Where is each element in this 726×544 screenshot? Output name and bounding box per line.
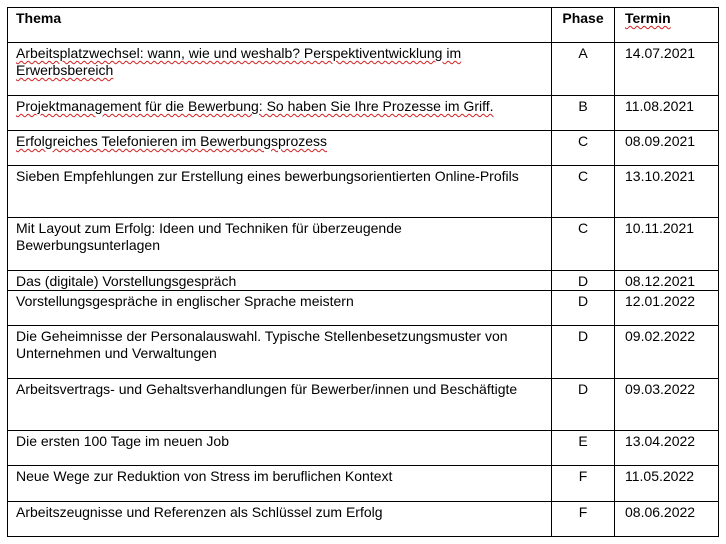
- cell-thema: Vorstellungsgespräche in englischer Sprache meistern: [8, 291, 552, 326]
- cell-termin: 12.01.2022: [615, 291, 719, 326]
- cell-termin: 13.10.2021: [615, 166, 719, 218]
- cell-termin: 08.06.2022: [615, 502, 719, 537]
- cell-thema: Arbeitsvertrags- und Gehaltsverhandlungen für Bewerber/innen und Beschäftigte: [8, 379, 552, 431]
- cell-phase: C: [552, 218, 615, 271]
- cell-termin: 10.11.2021: [615, 218, 719, 271]
- cell-phase: F: [552, 502, 615, 537]
- cell-termin: 14.07.2021: [615, 43, 719, 96]
- cell-phase: E: [552, 431, 615, 466]
- cell-termin: 09.03.2022: [615, 379, 719, 431]
- cell-thema: Projektmanagement für die Bewerbung: So haben Sie Ihre Prozesse im Griff.: [8, 96, 552, 131]
- cell-phase: D: [552, 326, 615, 379]
- cell-phase: D: [552, 291, 615, 326]
- header-phase: Phase: [552, 8, 615, 43]
- cell-thema: Mit Layout zum Erfolg: Ideen und Techniken für überzeugende Bewerbungsunterlagen: [8, 218, 552, 271]
- table-row: [8, 96, 719, 131]
- cell-thema: Die ersten 100 Tage im neuen Job: [8, 431, 552, 466]
- cell-termin: 08.09.2021: [615, 131, 719, 166]
- table-row: [8, 271, 719, 291]
- table-row: [8, 431, 719, 466]
- table-row: [8, 326, 719, 379]
- table-row: [8, 379, 719, 431]
- cell-phase: C: [552, 166, 615, 218]
- header-row: [8, 8, 719, 43]
- table-row: [8, 466, 719, 502]
- cell-thema: Erfolgreiches Telefonieren im Bewerbungsprozess: [8, 131, 552, 166]
- table-row: [8, 502, 719, 537]
- table-row: [8, 43, 719, 96]
- cell-thema: Neue Wege zur Reduktion von Stress im beruflichen Kontext: [8, 466, 552, 502]
- cell-phase: D: [552, 379, 615, 431]
- cell-termin: 11.05.2022: [615, 466, 719, 502]
- schedule-table: [7, 7, 719, 537]
- cell-termin: 11.08.2021: [615, 96, 719, 131]
- table-row: [8, 166, 719, 218]
- cell-phase: D: [552, 271, 615, 291]
- cell-thema: Arbeitszeugnisse und Referenzen als Schlüssel zum Erfolg: [8, 502, 552, 537]
- cell-phase: B: [552, 96, 615, 131]
- cell-thema: Die Geheimnisse der Personalauswahl. Typische Stellenbesetzungsmuster von Unternehmen und Verwaltungen: [8, 326, 552, 379]
- cell-termin: 08.12.2021: [615, 271, 719, 291]
- table-row: [8, 131, 719, 166]
- table-row: [8, 291, 719, 326]
- cell-thema: Arbeitsplatzwechsel: wann, wie und weshalb? Perspektiventwicklung im Erwerbsbereich: [8, 43, 552, 96]
- cell-termin: 13.04.2022: [615, 431, 719, 466]
- cell-phase: A: [552, 43, 615, 96]
- cell-thema: Das (digitale) Vorstellungsgespräch: [8, 271, 552, 291]
- cell-termin: 09.02.2022: [615, 326, 719, 379]
- cell-phase: F: [552, 466, 615, 502]
- header-termin: Termin: [615, 8, 719, 43]
- cell-phase: C: [552, 131, 615, 166]
- header-thema: Thema: [8, 8, 552, 43]
- table-row: [8, 218, 719, 271]
- cell-thema: Sieben Empfehlungen zur Erstellung eines bewerbungsorientierten Online-Profils: [8, 166, 552, 218]
